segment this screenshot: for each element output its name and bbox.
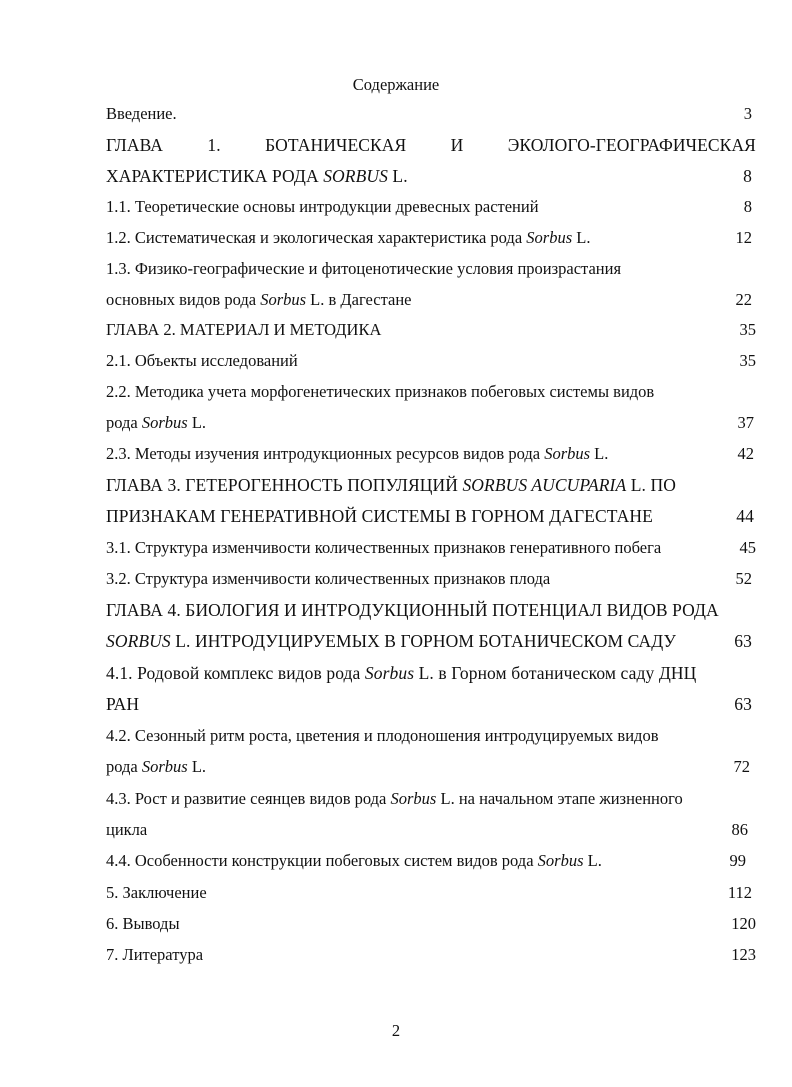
toc-page-number: 86 — [731, 820, 748, 839]
toc-entry-1-3-line2 — [106, 287, 756, 313]
toc-entry-italic: Sorbus — [544, 444, 591, 463]
toc-page-number: 44 — [736, 506, 754, 526]
toc-entry-italic: SORBUS AUCUPARIA — [462, 475, 627, 495]
toc-word: 1. — [207, 135, 221, 155]
toc-entry-4-1-line1 — [106, 660, 756, 686]
toc-word: ЭКОЛОГО-ГЕОГРАФИЧЕСКАЯ — [507, 135, 756, 155]
toc-chapter-3-line1 — [106, 472, 756, 498]
toc-entry-text: L. на начальном этапе жизненного — [436, 789, 683, 808]
toc-entry-4-1-line2 — [106, 691, 756, 717]
toc-entry-text: основных видов рода — [106, 290, 261, 309]
toc-entry-text: L. — [187, 757, 207, 776]
page-number-footer: 2 — [391, 1021, 401, 1040]
toc-page-number: 45 — [739, 538, 756, 557]
toc-entry-2-1 — [106, 348, 756, 374]
toc-entry-italic: Sorbus — [141, 757, 188, 776]
toc-word: БОТАНИЧЕСКАЯ — [265, 135, 407, 155]
toc-page-number: 12 — [735, 228, 752, 247]
toc-entry-2-3 — [106, 441, 756, 467]
toc-entry-text: РАН — [106, 694, 140, 714]
toc-entry-text: L. — [590, 444, 609, 463]
toc-entry-text: 1.3. Физико-географические и фитоценотические условия произрастания — [106, 259, 622, 278]
toc-page-number: 37 — [737, 413, 754, 432]
toc-chapter-4-line2 — [106, 628, 756, 654]
toc-entry-text: ХАРАКТЕРИСТИКА РОДА — [106, 166, 324, 186]
toc-entry-text: L. — [387, 166, 408, 186]
toc-entry-text: 4.1. Родовой комплекс видов рода — [106, 663, 365, 683]
toc-page-number: 3 — [743, 104, 752, 123]
toc-entry-2-2-line2 — [106, 410, 756, 436]
toc-chapter-1-line1 — [106, 132, 756, 158]
toc-entry-3-1 — [106, 535, 756, 561]
toc-entry-4-3-line2 — [106, 817, 756, 843]
toc-chapter-3-line2 — [106, 503, 756, 529]
toc-entry-1-3-line1 — [106, 256, 756, 282]
page-title: Содержание — [352, 75, 440, 94]
toc-word: ГЛАВА — [106, 135, 164, 155]
toc-entry-intro — [106, 101, 756, 127]
toc-entry-4-2-line2 — [106, 754, 756, 780]
toc-entry-italic: Sorbus — [141, 413, 188, 432]
toc-entry-4-3-line1 — [106, 786, 756, 812]
toc-entry-italic: SORBUS — [323, 166, 388, 186]
toc-entry-text: 3.1. Структура изменчивости количественных признаков генеративного побега — [106, 538, 662, 557]
toc-page-number: 72 — [733, 757, 750, 776]
toc-entry-text: L. ПО — [626, 475, 676, 495]
toc-entry-text: L. ИНТРОДУЦИРУЕМЫХ В ГОРНОМ БОТАНИЧЕСКОМ САДУ — [170, 631, 677, 651]
toc-entry-text: L. — [583, 851, 602, 870]
toc-entry-text: L. в Дагестане — [306, 290, 412, 309]
toc-entry-7 — [106, 942, 756, 968]
toc-page-number: 42 — [737, 444, 754, 463]
toc-page-number: 63 — [734, 631, 752, 651]
toc-entry-2-2-line1 — [106, 379, 756, 405]
toc-word: И — [450, 135, 464, 155]
toc-entry-italic: Sorbus — [390, 789, 437, 808]
toc-entry-text: 2.3. Методы изучения интродукционных ресурсов видов рода — [106, 444, 545, 463]
toc-entry-text: ГЛАВА 2. МАТЕРИАЛ И МЕТОДИКА — [106, 320, 382, 339]
toc-entry-italic: Sorbus — [364, 663, 415, 683]
toc-page-number: 35 — [739, 351, 756, 370]
toc-chapter-2 — [106, 317, 756, 343]
toc-entry-text: 7. Литература — [106, 945, 204, 964]
toc-entry-6 — [106, 911, 756, 937]
toc-page-number: 112 — [727, 883, 752, 902]
toc-entry-text: 1.1. Теоретические основы интродукции древесных растений — [106, 197, 539, 216]
toc-entry-text: ГЛАВА 3. ГЕТЕРОГЕННОСТЬ ПОПУЛЯЦИЙ — [106, 475, 463, 495]
toc-entry-italic: SORBUS — [106, 631, 171, 651]
toc-entry-text: 6. Выводы — [106, 914, 180, 933]
toc-page-number: 22 — [735, 290, 752, 309]
toc-chapter-1-line2 — [106, 163, 756, 189]
toc-entry-italic: Sorbus — [526, 228, 573, 247]
toc-entry-italic: Sorbus — [260, 290, 307, 309]
toc-entry-3-2 — [106, 566, 756, 592]
toc-entry-text: L. — [572, 228, 591, 247]
toc-entry-text: ПРИЗНАКАМ ГЕНЕРАТИВНОЙ СИСТЕМЫ В ГОРНОМ ДАГЕСТАНЕ — [106, 506, 653, 526]
toc-entry-text: L. в Горном ботаническом саду ДНЦ — [414, 663, 697, 683]
toc-entry-text: ГЛАВА 4. БИОЛОГИЯ И ИНТРОДУКЦИОННЫЙ ПОТЕНЦИАЛ ВИДОВ РОДА — [106, 600, 719, 620]
toc-entry-text: Введение. — [106, 104, 177, 123]
toc-entry-text: рода — [106, 413, 142, 432]
toc-entry-text: 4.3. Рост и развитие сеянцев видов рода — [106, 789, 391, 808]
toc-page-number: 120 — [731, 914, 756, 933]
toc-entry-text: 4.4. Особенности конструкции побеговых систем видов рода — [106, 851, 538, 870]
toc-page-number: 8 — [743, 197, 752, 216]
toc-entry-italic: Sorbus — [537, 851, 584, 870]
toc-page-number: 123 — [731, 945, 756, 964]
toc-entry-text: 2.1. Объекты исследований — [106, 351, 298, 370]
toc-entry-4-2-line1 — [106, 723, 756, 749]
toc-entry-1-2 — [106, 225, 756, 251]
toc-page-number: 63 — [734, 694, 752, 714]
toc-entry-text: 4.2. Сезонный ритм роста, цветения и плодоношения интродуцируемых видов — [106, 726, 659, 745]
toc-entry-text: 5. Заключение — [106, 883, 207, 902]
toc-entry-text: цикла — [106, 820, 148, 839]
toc-entry-text: L. — [187, 413, 207, 432]
toc-entry-4-4 — [106, 848, 756, 874]
toc-entry-1-1 — [106, 194, 756, 220]
toc-entry-text: 1.2. Систематическая и экологическая характеристика рода — [106, 228, 527, 247]
toc-chapter-4-line1 — [106, 597, 756, 623]
toc-entry-text: 3.2. Структура изменчивости количественных признаков плода — [106, 569, 551, 588]
toc-page-number: 52 — [735, 569, 752, 588]
toc-entry-5 — [106, 880, 756, 906]
toc-entry-text: рода — [106, 757, 142, 776]
toc-entry-text: 2.2. Методика учета морфогенетических признаков побеговых системы видов — [106, 382, 655, 401]
toc-page-number: 35 — [739, 320, 756, 339]
toc-page-number: 8 — [743, 166, 752, 186]
toc-page-number: 99 — [729, 851, 746, 870]
